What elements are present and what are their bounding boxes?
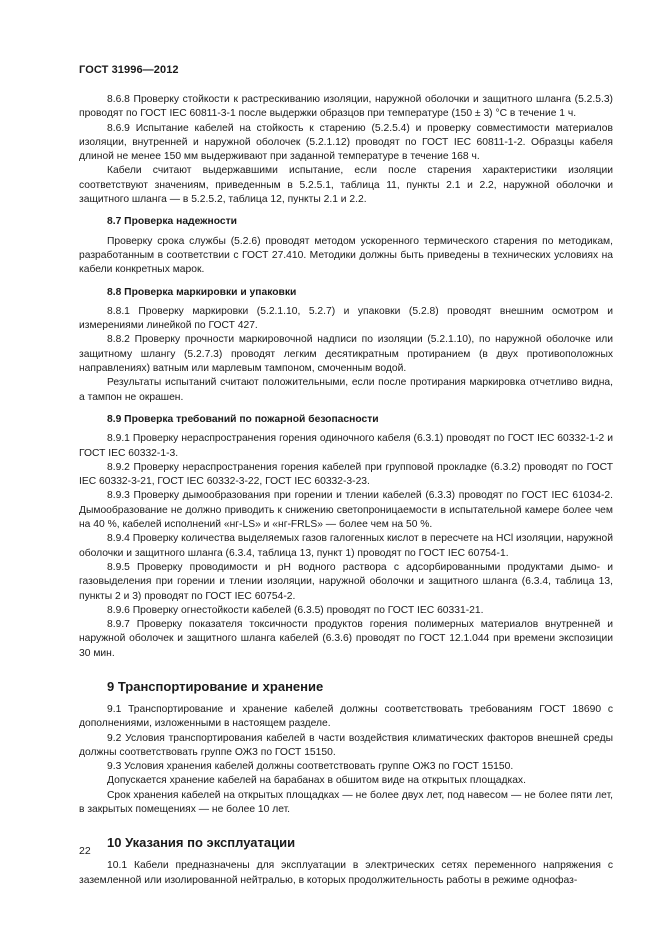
paragraph: Результаты испытаний считают положительными, если после протирания маркировка отчетливо видна, а тампон не окрашен.: [79, 377, 613, 403]
section-gap: [79, 817, 613, 823]
paragraph: 8.9.6 Проверку огнестойкости кабелей (6.3.5) проводят по ГОСТ IEC 60331-21.: [107, 604, 484, 616]
section-heading: 9 Транспортирование и хранение: [107, 678, 324, 694]
paragraph: 8.6.9 Испытание кабелей на стойкость к старению (5.2.5.4) и проверку совместимости материалов изоляции, внутренней и наружной оболочек (5.2.1.12) проводят по ГОСТ IEC 60811-1-2. Образцы кабеля длиной не менее 150 мм выдерживают при заданной температуре в течение 168 ч.: [79, 122, 613, 163]
paragraph: Срок хранения кабелей на открытых площадках — не более двух лет, под навесом — не более пяти лет, в закрытых помещениях — не более 10 лет.: [79, 789, 613, 816]
paragraph: 9.2 Условия транспортирования кабелей в части воздействия климатических факторов внешней среды должны соответствовать группе ОЖ3 по ГОСТ 15150.: [79, 732, 613, 758]
paragraph: 10.1 Кабели предназначены для эксплуатации в электрических сетях переменного напряжения с заземленной или изолированной нейтралью, в которых продолжительность работы в режиме однофаз-: [79, 860, 613, 886]
paragraph: 8.9.5 Проверку проводимости и рН водного раствора с адсорбированными продуктами дымо- и газовыделения при горении и тлении изоляции, наружной оболочки и защитного шланга (6.3.4, таблица 13, пункты 2 и 3) проводят по ГОСТ IEC 60754-2.: [79, 561, 613, 602]
paragraph: 9.1 Транспортирование и хранение кабелей должны соответствовать требованиям ГОСТ 18690 с дополнениями, изложенными в настоящем разделе.: [79, 703, 613, 730]
paragraph: 8.9.1 Проверку нераспространения горения одиночного кабеля (6.3.1) проводят по ГОСТ IEC 60332-1-2 и ГОСТ IEC 60332-1-3.: [79, 433, 613, 459]
page-number: 22: [79, 845, 91, 857]
paragraph: 8.9.2 Проверку нераспространения горения кабелей при групповой прокладке (6.3.2) проводят по ГОСТ IEC 60332-3-21, ГОСТ IEC 60332-3-22, ГОСТ IEC 60332-3-23.: [79, 461, 613, 488]
paragraph: 9.3 Условия хранения кабелей должны соответствовать группе ОЖ3 по ГОСТ 15150.: [107, 761, 514, 773]
section-gap: [79, 661, 613, 667]
document-body: [79, 93, 613, 888]
paragraph: 8.9.4 Проверку количества выделяемых газов галогенных кислот в пересчете на HCl изоляции, наружной оболочки и защитного шланга (6.3.4, таблица 13, пункт 1) проводят по ГОСТ IEC 60754-1.: [79, 533, 613, 559]
paragraph: 8.8.1 Проверку маркировки (5.2.1.10, 5.2.7) и упаковки (5.2.8) проводят внешним осмотром и измерениями линейкой по ГОСТ 427.: [79, 305, 613, 332]
paragraph: Кабели считают выдержавшими испытание, если после старения характеристики изоляции соответствуют значениям, приведенным в 5.2.5.1, таблица 11, пункты 2.1 и 2.2, наружной оболочки и защитного шланга — в 5.2.5.2, таблица 12, пункты 2.1 и 2.2.: [79, 165, 613, 206]
paragraph: 8.8.2 Проверку прочности маркировочной надписи по изоляции (5.2.1.10), по наружной оболочке или защитному шлангу (5.2.7.3) проводят легким десятикратным протиранием (в двух противоположных направлениях) ватным или марлевым тампоном, смоченным водой.: [79, 334, 613, 375]
subsection-heading: 8.8 Проверка маркировки и упаковки: [107, 286, 297, 298]
section-heading: 10 Указания по эксплуатации: [107, 835, 296, 851]
paragraph: 8.6.8 Проверку стойкости к растрескиванию изоляции, наружной оболочки и защитного шланга (5.2.5.3) проводят по ГОСТ IEC 60811-3-1 после выдержки образцов при температуре (150 ± 3) °С в течение 1 ч.: [79, 94, 613, 120]
paragraph: 8.9.7 Проверку показателя токсичности продуктов горения полимерных материалов внутренней и наружной оболочек и защитного шланга кабелей (6.3.6) проводят по ГОСТ 12.1.044 при времени экспозиции 30 мин.: [79, 619, 613, 659]
paragraph: 8.9.3 Проверку дымообразования при горении и тлении кабелей (6.3.3) проводят по ГОСТ IEC 61034-2. Дымообразование не должно приводить к снижению светопроницаемости в испытательной камере более чем на 40 %, кабелей исполнений «нг-LS» и «нг-FRLS» — более чем на 50 %.: [79, 490, 613, 531]
paragraph: Допускается хранение кабелей на барабанах в обшитом виде на открытых площадках.: [107, 775, 526, 787]
standard-header: ГОСТ 31996—2012: [79, 64, 179, 76]
subsection-heading: 8.7 Проверка надежности: [107, 216, 237, 228]
subsection-heading: 8.9 Проверка требований по пожарной безопасности: [107, 413, 379, 425]
paragraph: Проверку срока службы (5.2.6) проводят методом ускоренного термического старения по методикам, разработанным в соответствии с ГОСТ 27.410. Методики должны быть приведены в технических условиях на кабели конкретных марок.: [79, 235, 613, 276]
